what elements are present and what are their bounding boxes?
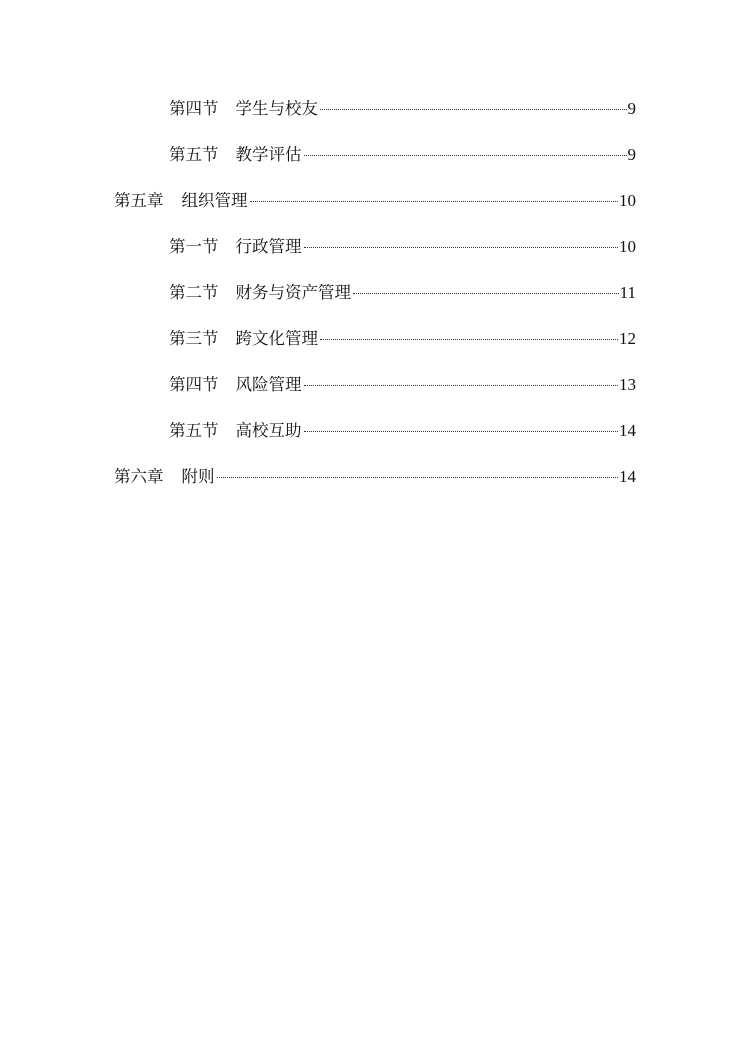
toc-entry-number: 第一节 (169, 237, 219, 256)
toc-entry-page-number: 10 (619, 237, 636, 256)
dot-leader (320, 109, 627, 110)
toc-entry-label (114, 464, 215, 490)
toc-entry-number: 第六章 (114, 467, 164, 486)
toc-entry-label (169, 142, 302, 168)
toc-entry-section-4-students-alumni[interactable] (169, 96, 636, 122)
toc-entry-page-number: 11 (619, 283, 636, 302)
toc-entry-page-number: 12 (619, 329, 636, 348)
dot-leader (304, 385, 619, 386)
dot-leader (304, 155, 627, 156)
toc-entry-title: 行政管理 (235, 237, 302, 256)
toc-entry-label (114, 188, 248, 214)
toc-entry-page-number: 9 (627, 145, 636, 164)
toc-entry-number: 第四节 (169, 99, 219, 118)
toc-entry-section-5-teaching-evaluation[interactable] (169, 142, 636, 168)
toc-entry-number: 第五节 (169, 145, 219, 164)
dot-leader (320, 339, 618, 340)
toc-entry-section-5-university-mutual-aid[interactable] (169, 418, 636, 444)
toc-entry-page-number: 14 (619, 467, 636, 486)
toc-entry-number: 第三节 (169, 329, 219, 348)
toc-entry-label (169, 418, 302, 444)
toc-entry-title: 教学评估 (235, 145, 302, 164)
dot-leader (353, 293, 619, 294)
toc-entry-number: 第二节 (169, 283, 219, 302)
toc-entry-section-4-risk-management[interactable] (169, 372, 636, 398)
dot-leader (250, 201, 619, 202)
toc-entry-page-number: 10 (619, 191, 636, 210)
toc-entry-page-number: 13 (619, 375, 636, 394)
toc-entry-number: 第五节 (169, 421, 219, 440)
toc-entry-section-1-administration[interactable] (169, 234, 636, 260)
dot-leader (304, 247, 619, 248)
toc-entry-label (169, 234, 302, 260)
toc-entry-page-number: 14 (619, 421, 636, 440)
toc-entry-section-3-cross-cultural[interactable] (169, 326, 636, 352)
toc-entry-title: 附则 (181, 467, 215, 486)
toc-entry-number: 第五章 (114, 191, 164, 210)
toc-entry-title: 风险管理 (235, 375, 302, 394)
toc-entry-title: 学生与校友 (235, 99, 318, 118)
toc-entry-page-number: 9 (627, 99, 636, 118)
dot-leader (304, 431, 619, 432)
toc-entry-title: 跨文化管理 (235, 329, 318, 348)
toc-entry-label (169, 280, 351, 306)
toc-entry-label (169, 326, 318, 352)
toc-entry-label (169, 96, 318, 122)
toc-entry-section-2-finance-assets[interactable] (169, 280, 636, 306)
dot-leader (217, 477, 619, 478)
toc-entry-title: 组织管理 (181, 191, 248, 210)
toc-entry-number: 第四节 (169, 375, 219, 394)
toc-entry-title: 财务与资产管理 (235, 283, 351, 302)
toc-entry-title: 高校互助 (235, 421, 302, 440)
toc-entry-chapter-6-supplementary-provisions[interactable] (114, 464, 636, 490)
toc-entry-label (169, 372, 302, 398)
toc-entry-chapter-5-organization-management[interactable] (114, 188, 636, 214)
